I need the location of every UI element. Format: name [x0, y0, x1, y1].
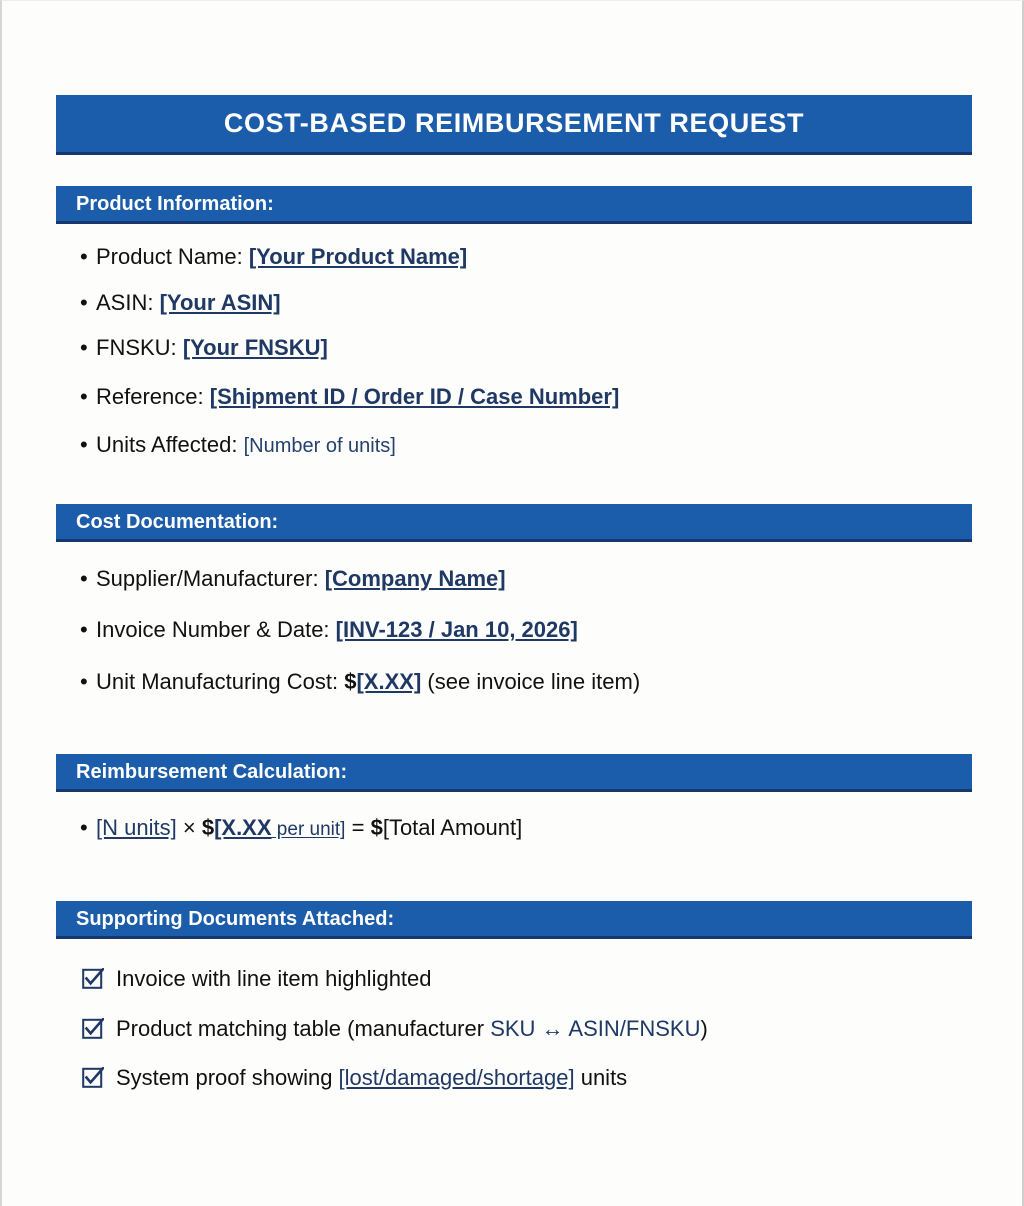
field-label: Reference:	[96, 384, 204, 409]
checklist-item-product-matching-table[interactable]	[82, 1016, 982, 1041]
formula-rate-placeholder: [X.XX	[214, 815, 272, 840]
field-value-placeholder: [Shipment ID / Order ID / Case Number]	[209, 384, 620, 409]
bullet-icon: •	[80, 384, 88, 409]
section-header-label: Product Information:	[76, 192, 274, 215]
field-value-placeholder: [Your Product Name]	[248, 244, 468, 269]
field-label: Product Name:	[96, 244, 243, 269]
section-header-label: Reimbursement Calculation:	[76, 760, 348, 783]
currency-symbol: $	[370, 815, 383, 840]
list-item-reference	[80, 384, 982, 409]
field-label: ASIN:	[96, 290, 154, 315]
formula-rate-unit-placeholder: per unit]	[271, 819, 346, 840]
list-item-supplier	[80, 566, 982, 591]
checklist-item-highlight: SKU ↔ ASIN/FNSKU	[490, 1016, 701, 1041]
field-value-placeholder: [INV-123 / Jan 10, 2026]	[335, 617, 578, 642]
field-label: FNSKU:	[96, 335, 177, 360]
field-note: (see invoice line item)	[427, 669, 641, 694]
section-header-supporting-documents	[56, 901, 972, 939]
bullet-icon: •	[80, 617, 88, 642]
checklist-item-invoice[interactable]	[82, 966, 982, 991]
checklist-item-label-suffix: )	[700, 1016, 708, 1041]
field-value-placeholder: [Your ASIN]	[159, 290, 281, 315]
list-item-asin	[80, 290, 982, 315]
list-item-reimbursement-formula	[80, 815, 982, 841]
list-item-unit-manufacturing-cost	[80, 669, 982, 694]
checklist-item-system-proof[interactable]	[82, 1065, 982, 1090]
section-header-reimbursement-calculation	[56, 754, 972, 792]
bullet-icon: •	[80, 290, 88, 315]
bullet-icon: •	[80, 566, 88, 591]
formula-total-placeholder: [Total Amount]	[382, 815, 523, 840]
bullet-icon: •	[80, 432, 88, 457]
list-item-fnsku	[80, 335, 982, 360]
field-label: Unit Manufacturing Cost:	[96, 669, 339, 694]
field-label: Supplier/Manufacturer:	[96, 566, 319, 591]
field-value-placeholder: [X.XX]	[356, 669, 422, 694]
checklist-item-placeholder: [lost/damaged/shortage]	[338, 1065, 575, 1090]
checklist-item-label: Invoice with line item highlighted	[116, 966, 432, 991]
checklist-item-label-suffix: units	[574, 1065, 628, 1090]
bullet-icon: •	[80, 669, 88, 694]
checkbox-checked-icon[interactable]	[82, 1018, 104, 1040]
currency-symbol: $	[201, 815, 215, 840]
bullet-icon: •	[80, 815, 88, 840]
list-item-units-affected	[80, 432, 982, 458]
checklist-item-label: Product matching table (manufacturer	[116, 1016, 491, 1041]
checklist-item-label: System proof showing	[116, 1065, 339, 1090]
field-label: Invoice Number & Date:	[96, 617, 330, 642]
document-title-banner	[56, 95, 972, 155]
field-value-placeholder: [Company Name]	[324, 566, 506, 591]
list-item-invoice-number-date	[80, 617, 982, 642]
checkbox-checked-icon[interactable]	[82, 1067, 104, 1089]
section-header-product-information	[56, 186, 972, 224]
field-value-placeholder: [Your FNSKU]	[182, 335, 328, 360]
formula-equals-symbol: =	[351, 815, 365, 840]
checkbox-checked-icon[interactable]	[82, 968, 104, 990]
bullet-icon: •	[80, 244, 88, 269]
currency-symbol: $	[344, 669, 357, 694]
field-label: Units Affected:	[96, 432, 238, 457]
field-value-placeholder: [Number of units]	[243, 435, 396, 457]
section-header-cost-documentation	[56, 504, 972, 542]
page-title: COST-BASED REIMBURSEMENT REQUEST	[223, 108, 805, 138]
formula-multiply-symbol: ×	[182, 815, 196, 840]
section-header-label: Supporting Documents Attached:	[76, 907, 395, 930]
section-header-label: Cost Documentation:	[76, 510, 279, 533]
bullet-icon: •	[80, 335, 88, 360]
list-item-product-name	[80, 244, 982, 269]
formula-units-placeholder: [N units]	[96, 815, 177, 840]
